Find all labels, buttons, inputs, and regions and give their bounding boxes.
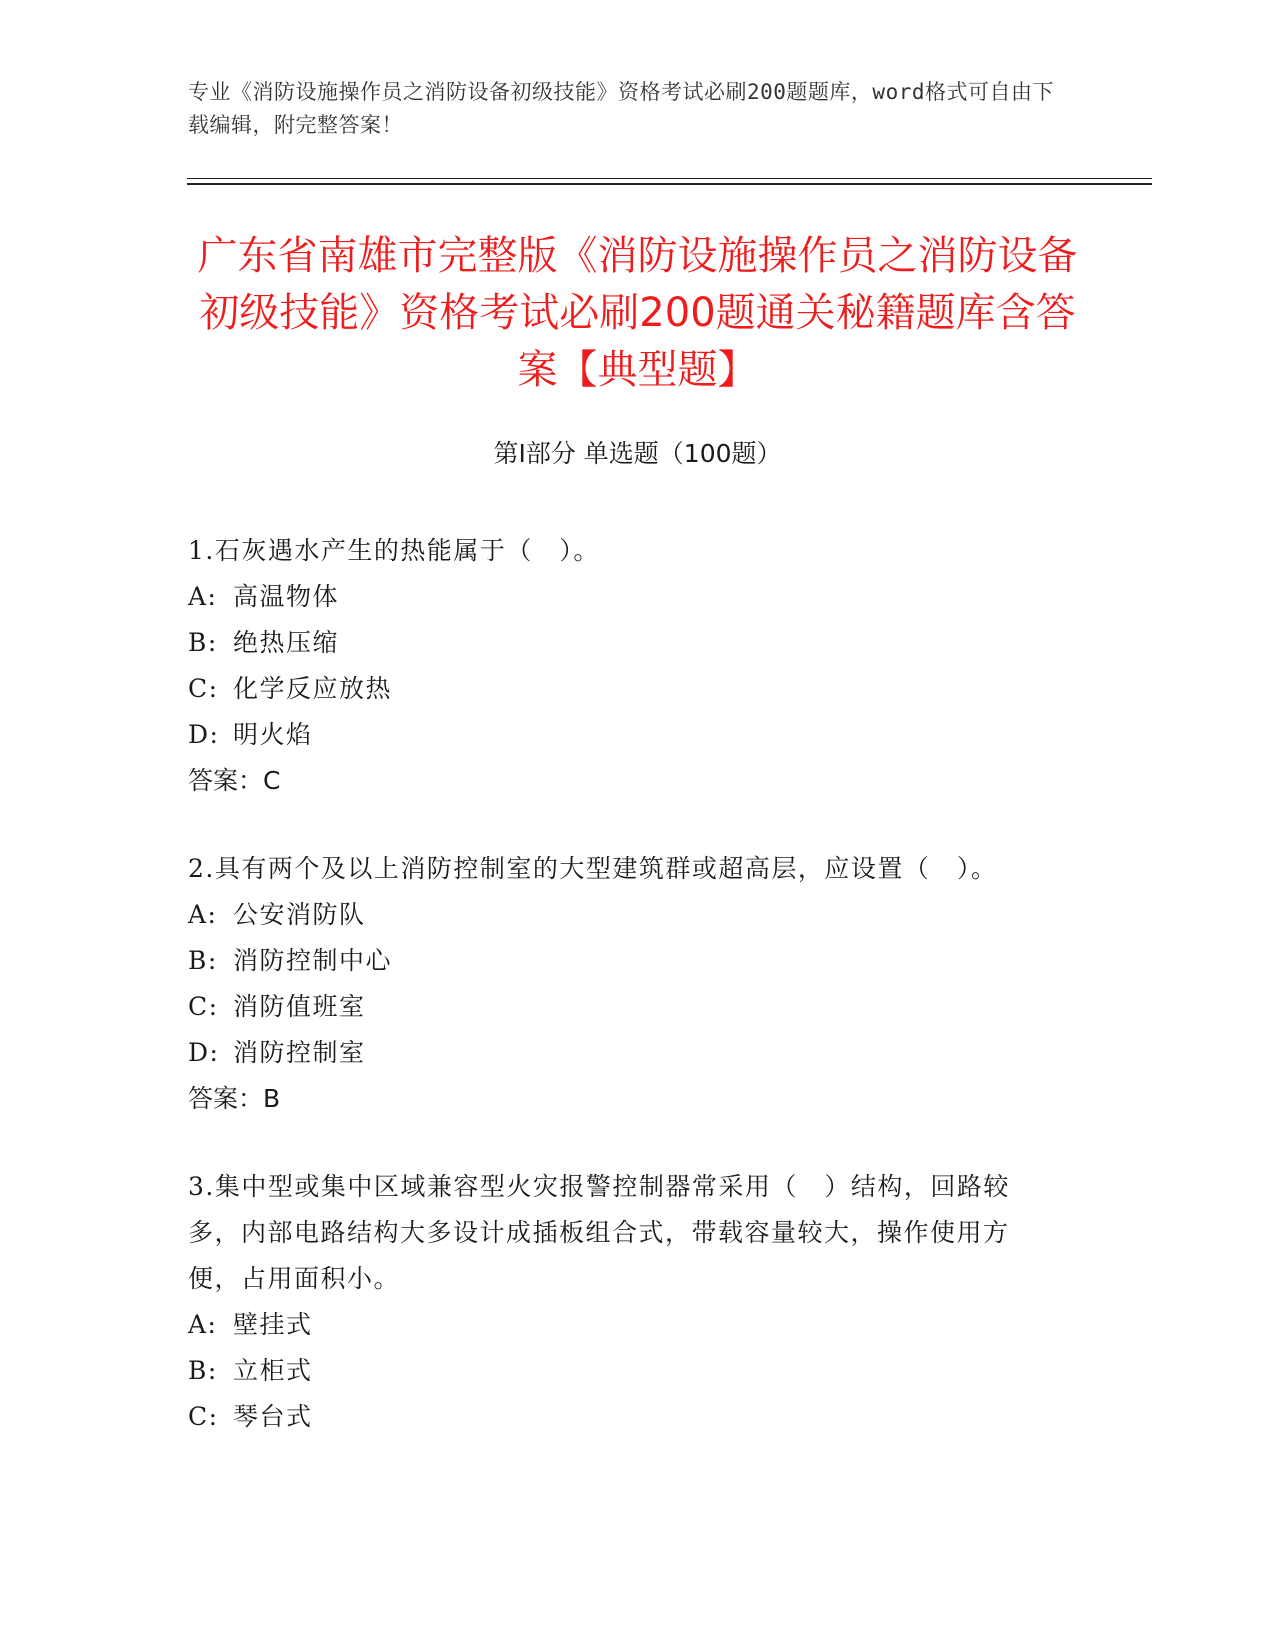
header-divider-thin <box>187 178 1152 179</box>
option-c <box>188 666 1068 712</box>
question-1 <box>188 528 1068 804</box>
option-b <box>188 620 1068 666</box>
option-letter: B: <box>188 628 218 657</box>
option-text: 立柜式 <box>233 1356 313 1385</box>
option-letter: B: <box>188 1356 218 1385</box>
question-stem: 2.具有两个及以上消防控制室的大型建筑群或超高层，应设置（ ）。 <box>188 854 998 883</box>
header-divider-thick <box>187 183 1152 185</box>
option-a <box>188 1302 1068 1348</box>
option-letter: A: <box>188 1310 218 1339</box>
option-text: 绝热压缩 <box>233 628 340 657</box>
option-c <box>188 1394 1068 1440</box>
option-text: 明火焰 <box>233 720 313 749</box>
option-c <box>188 984 1068 1030</box>
option-d <box>188 1030 1068 1076</box>
option-text: 消防值班室 <box>233 992 366 1021</box>
option-text: 壁挂式 <box>233 1310 313 1339</box>
option-letter: C: <box>188 992 219 1021</box>
question-3 <box>188 1164 1068 1440</box>
option-letter: D: <box>188 720 220 749</box>
option-text: 消防控制中心 <box>233 946 393 975</box>
section-heading: 第Ⅰ部分 单选题（100题） <box>493 439 782 468</box>
answer-line: 答案：B <box>188 1084 281 1113</box>
option-letter: C: <box>188 1402 219 1431</box>
option-text: 琴台式 <box>233 1402 313 1431</box>
header-note: 专业《消防设施操作员之消防设备初级技能》资格考试必刷200题题库，word格式可自由下载编辑，附完整答案！ <box>188 80 1054 137</box>
document-title: 广东省南雄市完整版《消防设施操作员之消防设备初级技能》资格考试必刷200题通关秘籍题库含答案【典型题】 <box>197 233 1078 393</box>
question-stem: 1.石灰遇水产生的热能属于（ ）。 <box>188 536 600 565</box>
option-text: 公安消防队 <box>233 900 366 929</box>
option-a <box>188 574 1068 620</box>
option-text: 消防控制室 <box>233 1038 366 1067</box>
option-b <box>188 1348 1068 1394</box>
option-letter: A: <box>188 582 218 611</box>
option-letter: D: <box>188 1038 220 1067</box>
option-letter: C: <box>188 674 219 703</box>
option-letter: A: <box>188 900 218 929</box>
option-b <box>188 938 1068 984</box>
question-stem: 3.集中型或集中区域兼容型火灾报警控制器常采用（ ）结构，回路较多，内部电路结构大多设计成插板组合式，带载容量较大，操作使用方便，占用面积小。 <box>188 1172 1010 1293</box>
answer-line: 答案：C <box>188 766 281 795</box>
question-2 <box>188 846 1068 1122</box>
option-text: 化学反应放热 <box>233 674 393 703</box>
option-a <box>188 892 1068 938</box>
option-letter: B: <box>188 946 218 975</box>
question-list <box>188 528 1068 1482</box>
option-d <box>188 712 1068 758</box>
option-text: 高温物体 <box>233 582 340 611</box>
